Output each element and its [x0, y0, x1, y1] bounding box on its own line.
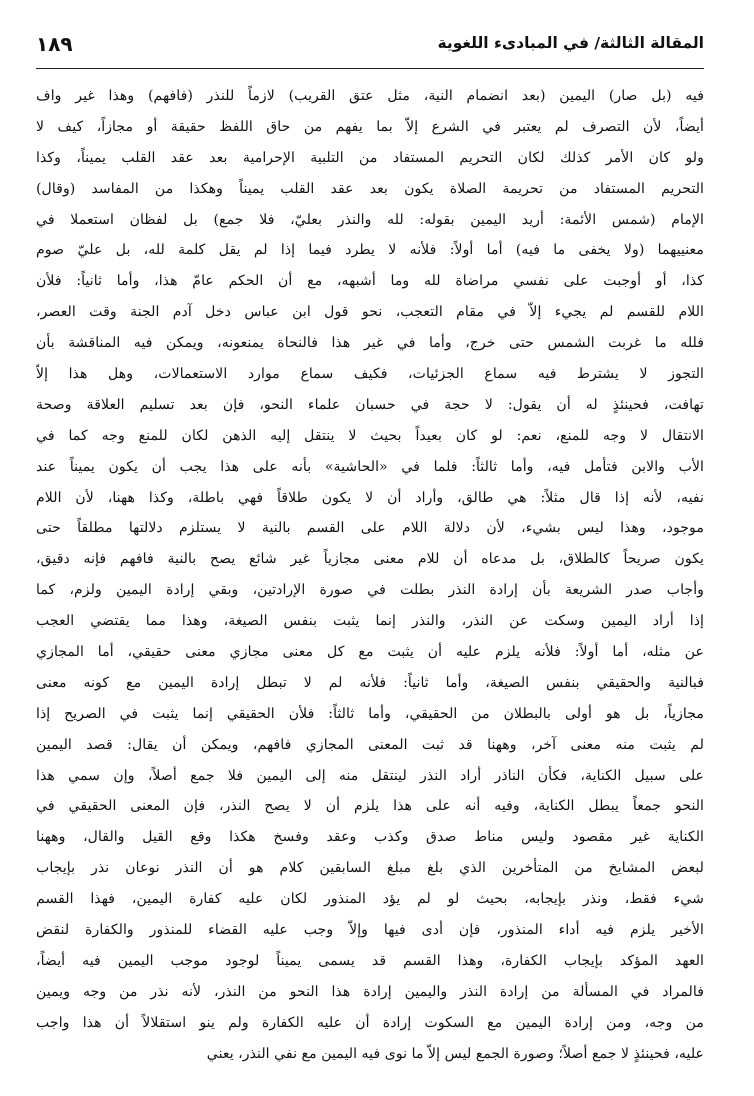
- text-line: وأجاب صدر الشريعة بأن إرادة النذر بطلت في صورة الإرادتين، وبقي إرادة اليمين ولزم، كما: [36, 582, 704, 599]
- text-line: أيضاً، لأن التصرف لم يعتبر في الشرع إلاّ بما يفهم من حاق اللفظ حقيقة أو مجازاً، كيف لا: [36, 118, 704, 135]
- text-line: عليه، فحينئذٍ لا جمع أصلاً؛ وصورة الجمع ليس إلاّ ما نوى فيه اليمين مع نفي النذر، يعني: [206, 1045, 704, 1062]
- text-line: لم يثبت منه معنى آخر، وههنا قد ثبت المعنى المجازي فافهم، ويمكن أن يقال: قصد اليمين: [36, 736, 704, 753]
- running-title: المقالة الثالثة/ في المبادىء اللغوية: [437, 34, 704, 52]
- text-line: الكناية غير مقصود وليس مناط صدق وكذب وعقد وفسخ هكذا وقع القيل والقال، وههنا: [36, 829, 704, 846]
- text-line: فالمراد في المسألة من إرادة النذر واليمين إرادة هذا النحو من النذر، لأنه نذر من وجه ويمين: [36, 983, 704, 1000]
- text-line: فيه (بل صار) اليمين (بعد انضمام النية، مثل عتق القريب) لازماً للنذر (فافهم) وهذا غير واف: [36, 88, 704, 104]
- text-line: لبعض المشايخ من المتأخرين الذي بلغ مبلغ السابقين كلام هو أن النذر نوعان نذر بإيجاب: [36, 860, 704, 877]
- text-line: فبالنية والحقيقي بنفس الصيغة، وأما ثانياً: فلأنه لم لا تبطل إرادة اليمين مع كونه معنى: [36, 674, 704, 691]
- page-number: ١٨٩: [36, 32, 73, 56]
- text-line: الأب والابن فتأمل فيه، وأما ثالثاً: فلما في «الحاشية» بأنه على هذا يجب أن يكون يميناً عند: [36, 458, 704, 475]
- text-line: من وجه، ومن إرادة اليمين مع السكوت إرادة أن عليه الكفارة ولم ينو استقلالاً أن هذا واجب: [36, 1014, 704, 1031]
- text-line: شيء فقط، ونذر بإيجابه، بحيث لو لم يؤد المنذور لكان عليه كفارة اليمين، فهذا القسم: [36, 891, 704, 908]
- text-line: يكون صريحاً كالطلاق، بل مدعاه أن للام معنى مجازياً غير شائع يصح بالنية فافهم فإنه دقيق،: [36, 551, 704, 568]
- text-line: كذا، أو أوجبت على نفسي مراضاة لله وما أشبهه، مع أن الحكم عامّ هذا، وأما ثانياً: فلأن: [36, 273, 704, 290]
- page-header: [36, 28, 704, 69]
- text-line: على سبيل الكناية، فكأن الناذر أراد النذر لينتقل منه إلى اليمين فلا جمع أصلاً، وإن سمي هذا: [36, 767, 704, 784]
- text-line: نفيه، لأنه إذا قال مثلاً: هي طالق، وأراد أن لا يكون طلاقاً فهي باطلة، وكذا ههنا، لأن اللام: [36, 489, 704, 506]
- text-line: فلله ما غربت الشمس حتى خرج، وأما في غير هذا فالنحاة يمنعونه، ويمكن فيه المناقشة بأن: [36, 335, 704, 352]
- page-body-text: [36, 81, 704, 1070]
- text-line: اللام للقسم لم يجيء إلاّ في مقام التعجب، نحو قول ابن عباس دخل آدم الجنة وقت العصر،: [36, 304, 704, 321]
- text-line: الانتقال لا وجه للمنع، نعم: لو كان بعيداً بحيث لا ينتقل إليه الذهن لكان للمنع وجه كما في: [36, 427, 704, 444]
- text-line: تهافت، فحينئذٍ له أن يقول: لا حجة في حسبان علماء النحو، فإن بعد تسليم العلاقة وصحة: [36, 396, 704, 413]
- text-line: التحريم المستفاد من تحريمة الصلاة يكون بعد عقد القلب يميناً وهكذا من المفاسد (وقال): [36, 180, 704, 197]
- text-line: العهد المؤكد بإيجاب الكفارة، وهذا القسم قد يسمى يميناً لوجود موجب اليمين فيه أيضاً،: [36, 952, 704, 969]
- text-line: النحو جمعاً يبطل الكناية، وفيه أنه على هذا يلزم أن لا يصح النذر، فإن المعنى الحقيقي في: [36, 798, 704, 815]
- text-line: عن مثله، أما أولاً: فلأنه يلزم عليه أن يثبت مع كل معنى مجازي معنى حقيقي، أما المجازي: [36, 644, 704, 661]
- text-line: معنييهما (ولا يخفى ما فيه) أما أولاً: فلأنه لا يطرد فيما إذا لم يقل كلمة لله، بل عليّ صوم: [36, 242, 704, 259]
- text-line: إذا أراد اليمين وسكت عن النذر، والنذر إنما يثبت بنفس الصيغة، وهذا مما يقتضي العجب: [36, 613, 704, 630]
- text-line: ولو كان الأمر كذلك لكان التحريم المستفاد من التلبية الإحرامية بعد عقد القلب يميناً، وكذا: [36, 149, 704, 166]
- text-line: مجازياً، بل هو أولى بالبطلان من الحقيقي، وأما ثالثاً: فلأن الحقيقي إنما يثبت في الصريح إذا: [36, 705, 704, 722]
- text-line: التجوز لا يشترط فيه سماع الجزئيات، فكيف سماع موارد الاستعمالات، وهل هذا إلاّ: [36, 366, 704, 383]
- text-line: موجود، وهذا ليس بشيء، لأن دلالة اللام على القسم بالنية لا يستلزم دلالتها مطلقاً حتى: [36, 520, 704, 537]
- text-line: الإمام (شمس الأئمة: أريد اليمين بقوله: لله والنذر بعليّ، فلا جمع) بل لفظان استعملا في: [36, 211, 704, 228]
- text-line: الأخير يلزم فيه أداء المنذور، فإن أدى فيها وإلاّ وجب عليه القضاء للمنذور والكفارة لنقض: [36, 922, 704, 939]
